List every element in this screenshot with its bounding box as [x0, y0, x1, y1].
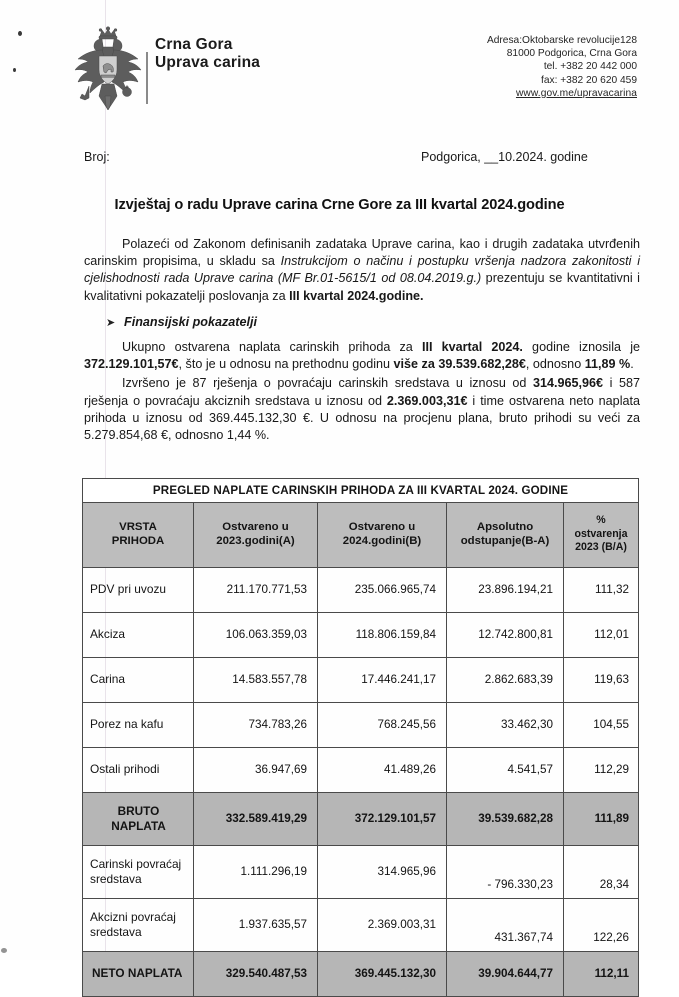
rev-text-c: , što je u odnosu na prethodnu godinu: [178, 357, 394, 372]
organization-line-2: Uprava carina: [155, 54, 261, 71]
table-row-excise-refund: [83, 898, 639, 951]
col2-line2: 2024.godini(B): [342, 535, 422, 548]
table-header-row: [83, 503, 639, 568]
row-value-deviation: 431.367,74: [447, 898, 564, 951]
neto-value-deviation: 39.904.644,77: [447, 951, 564, 996]
column-header-absolute-deviation: [447, 503, 564, 568]
row-label: Carina: [83, 657, 194, 702]
row-value-deviation: 33.462,30: [447, 702, 564, 747]
row-value-percent: 112,01: [564, 612, 639, 657]
row-value-deviation: 23.896.194,21: [447, 567, 564, 612]
row-value-2023: 106.063.359,03: [194, 612, 318, 657]
contact-address: Adresa:Oktobarske revolucije128: [486, 35, 637, 46]
contact-city: 81000 Podgorica, Crna Gora: [506, 48, 637, 60]
document-body: [84, 236, 640, 446]
bruto-value-deviation: 39.539.682,28: [447, 792, 564, 845]
row-value-2024: 41.489,26: [318, 747, 447, 792]
contact-fax: fax: +382 20 620 459: [540, 74, 637, 86]
row-value-percent: 28,34: [564, 845, 639, 898]
table-row: [83, 657, 639, 702]
row-value-2024: 768.245,56: [318, 702, 447, 747]
row-value-2023: 734.783,26: [194, 702, 318, 747]
paragraph-total-revenue: [84, 339, 640, 373]
row-value-2023: 211.170.771,53: [194, 567, 318, 612]
row-value-percent: 111,32: [564, 567, 639, 612]
neto-value-percent: 112,11: [564, 951, 639, 996]
row-value-percent: 122,26: [564, 898, 639, 951]
row-value-deviation: 4.541,57: [447, 747, 564, 792]
row-value-deviation: 2.862.683,39: [447, 657, 564, 702]
reference-number-label: Broj:: [84, 150, 110, 164]
table-row: [83, 612, 639, 657]
intro-text-b: prezentuju se kvantitativni i kvalitativni pokazatelji poslovanja za: [84, 271, 640, 303]
intro-text-bold: III kvartal 2024.godine.: [289, 288, 424, 303]
letterhead-divider: [146, 52, 148, 104]
table-row: [83, 567, 639, 612]
contact-website-link[interactable]: www.gov.me/upravacarina: [515, 87, 637, 99]
page-title: Izvještaj o radu Uprave carina Crne Gore za III kvartal 2024.godine: [114, 197, 565, 213]
paragraph-intro: [84, 236, 640, 305]
col3-line2: odstupanje(B-A): [460, 535, 550, 548]
refund1-label-line1: Akcizni povraćaj: [90, 910, 176, 925]
section-heading-financial: Finansijski pokazatelji: [124, 314, 257, 329]
organization-line-1: Crna Gora: [155, 36, 233, 53]
ref-text-c: i time ostvarena neto naplata prihoda u iznosu od 369.445.132,30 €. U odnosu na procjenu plana, bruto prihodi su veći za 5.279.854,68 €, odnosno 1,44 %.: [84, 393, 640, 443]
col0-line1: VRSTA: [119, 520, 157, 533]
ref-customs-amount: 314.965,96€: [533, 376, 604, 391]
row-value-2023: 14.583.557,78: [194, 657, 318, 702]
contact-telephone: tel. +382 20 442 000: [543, 61, 637, 73]
col1-line2: 2023.godini(A): [216, 535, 295, 548]
intro-text-italic: Instrukcijom o načinu i postupku vršenja nadzora zakonitosti i cjelishodnosti rada Uprave carina (MF Br.01-5615/1 od 08.04.2019.g.): [84, 254, 640, 286]
row-value-2024: 118.806.159,84: [318, 612, 447, 657]
revenue-table-container: [82, 478, 638, 997]
row-value-deviation: 12.742.800,81: [447, 612, 564, 657]
intro-text-a: Polazeći od Zakonom definisanih zadataka Uprave carina, kao i drugih zadataka utvrđenih carinskim propisima, u skladu sa: [84, 237, 640, 269]
table-title-row: [83, 479, 639, 503]
bruto-label-line1: BRUTO: [117, 803, 160, 818]
table-row-neto-total: [83, 951, 639, 996]
row-value-2023: 36.947,69: [194, 747, 318, 792]
col4-line1: %: [596, 514, 606, 526]
ref-text-b: i 587 rješenja o povraćaju akciznih sredstava u iznosu od: [84, 376, 640, 408]
ref-excise-amount: 2.369.003,31€: [386, 393, 468, 408]
col4-line3: 2023 (B/A): [575, 541, 627, 554]
contact-block: [387, 34, 637, 100]
organization-name: [155, 36, 260, 72]
col1-line1: Ostvareno u: [222, 520, 289, 533]
col4-line2: ostvarenja: [574, 527, 628, 540]
column-header-percent: [564, 503, 639, 568]
col2-line1: Ostvareno u: [348, 520, 416, 533]
rev-increase: više za 39.539.682,28€: [393, 357, 526, 372]
refund0-label-line2: sredstava: [90, 871, 142, 886]
row-label: PDV pri uvozu: [83, 567, 194, 612]
letterhead: [0, 22, 679, 122]
row-value-percent: 112,29: [564, 747, 639, 792]
paragraph-refunds: [84, 375, 640, 444]
row-label: Ostali prihodi: [83, 747, 194, 792]
row-label: Porez na kafu: [83, 702, 194, 747]
table-row-bruto-total: [83, 792, 639, 845]
row-label: Akciza: [83, 612, 194, 657]
row-label: [83, 845, 194, 898]
col3-line1: Apsolutno: [476, 520, 534, 533]
row-value-percent: 119,63: [564, 657, 639, 702]
bruto-label-line2: NAPLATA: [111, 818, 166, 833]
row-value-2024: 17.446.241,17: [318, 657, 447, 702]
bruto-label: [83, 792, 194, 845]
column-header-2023: [194, 503, 318, 568]
reference-row: [0, 150, 679, 170]
montenegro-coat-of-arms-icon: [72, 26, 144, 112]
table-row: [83, 702, 639, 747]
row-value-2024: 235.066.965,74: [318, 567, 447, 612]
rev-quarter: III kvartal 2024.: [421, 340, 523, 355]
rev-text-b: godine iznosila je: [522, 340, 640, 355]
rev-text-a: Ukupno ostvarena naplata carinskih prihoda za: [122, 340, 422, 355]
table-title: PREGLED NAPLATE CARINSKIH PRIHODA ZA III KVARTAL 2024. GODINE: [83, 479, 639, 503]
column-header-2024: [318, 503, 447, 568]
bruto-value-2024: 372.129.101,57: [318, 792, 447, 845]
bruto-value-2023: 332.589.419,29: [194, 792, 318, 845]
rev-percent: 11,89 %: [584, 357, 631, 372]
neto-value-2024: 369.445.132,30: [318, 951, 447, 996]
row-value-2024: 2.369.003,31: [318, 898, 447, 951]
arrow-bullet-icon: ➤: [106, 316, 116, 329]
refund1-label-line2: sredstava: [90, 924, 142, 939]
rev-amount: 372.129.101,57€: [84, 357, 179, 372]
place-and-date: Podgorica, __10.2024. godine: [421, 150, 588, 164]
row-value-2023: 1.937.635,57: [194, 898, 318, 951]
table-row-customs-refund: [83, 845, 639, 898]
rev-text-e: .: [630, 357, 634, 372]
scan-speck: [1, 948, 7, 953]
row-value-2023: 1.111.296,19: [194, 845, 318, 898]
neto-label: NETO NAPLATA: [83, 951, 194, 996]
bruto-value-percent: 111,89: [564, 792, 639, 845]
section-bullet-financial-indicators: [84, 314, 640, 332]
ref-text-a: Izvršeno je 87 rješenja o povraćaju carinskih sredstava u iznosu od: [122, 376, 534, 391]
neto-value-2023: 329.540.487,53: [194, 951, 318, 996]
col0-line2: PRIHODA: [111, 535, 165, 548]
rev-text-d: , odnosno: [525, 357, 585, 372]
row-label: [83, 898, 194, 951]
table-row: [83, 747, 639, 792]
revenue-table: [82, 478, 639, 997]
row-value-2024: 314.965,96: [318, 845, 447, 898]
refund0-label-line1: Carinski povraćaj: [90, 857, 182, 872]
column-header-revenue-type: [83, 503, 194, 568]
row-value-percent: 104,55: [564, 702, 639, 747]
row-value-deviation: - 796.330,23: [447, 845, 564, 898]
